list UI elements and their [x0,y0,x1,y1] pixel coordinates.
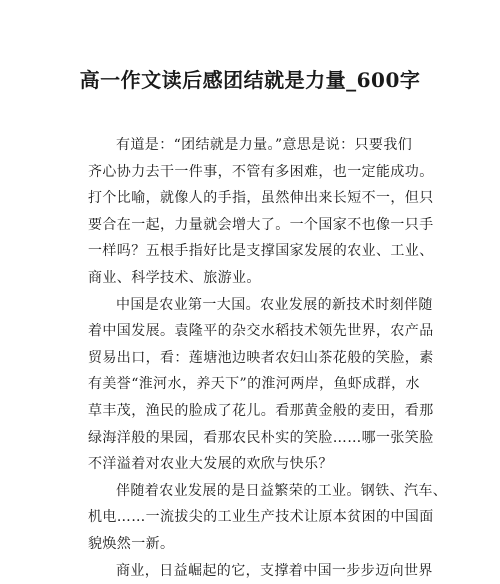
text-line-11: 草丰茂，渔民的脸成了花儿。看那黄金般的麦田，看那 [88,398,416,425]
text-line-16: 貌焕然一新。 [88,531,416,558]
text-line-7: 中国是农业第一大国。农业发展的新技术时刻伴随 [116,292,416,319]
text-line-3: 打个比喻，就像人的手指，虽然伸出来长短不一，但只 [88,185,416,212]
document-title: 高一作文读后感团结就是力量_600字 [0,66,500,94]
text-line-14: 伴随着农业发展的是日益繁荣的工业。钢铁、汽车、 [116,478,416,505]
text-line-2: 齐心协力去干一件事，不管有多困难，也一定能成功。 [88,159,416,186]
text-line-13: 不洋溢着对农业大发展的欢欣与快乐？ [88,451,416,478]
text-line-12: 绿海洋般的果园，看那农民朴实的笑脸……哪一张笑脸 [88,425,416,452]
text-line-5: 一样吗？五根手指好比是支撑国家发展的农业、工业、 [88,238,416,265]
document-body [116,132,416,584]
text-line-9: 贸易出口，看：莲塘池边映者农妇山茶花般的笑脸，素 [88,345,416,372]
text-line-8: 着中国发展。袁隆平的杂交水稻技术领先世界，农产品 [88,318,416,345]
text-line-6: 商业、科学技术、旅游业。 [88,265,416,292]
text-line-10: 有美誉“淮河水，养天下”的淮河两岸，鱼虾成群，水 [88,371,416,398]
text-line-1: 有道是：“团结就是力量。”意思是说：只要我们 [116,132,416,159]
text-line-15: 机电……一流拔尖的工业生产技术让原本贫困的中国面 [88,504,416,531]
text-line-17: 商业，日益崛起的它，支撑着中国一步步迈向世界 [116,558,416,584]
text-line-4: 要合在一起，力量就会增大了。一个国家不也像一只手 [88,212,416,239]
